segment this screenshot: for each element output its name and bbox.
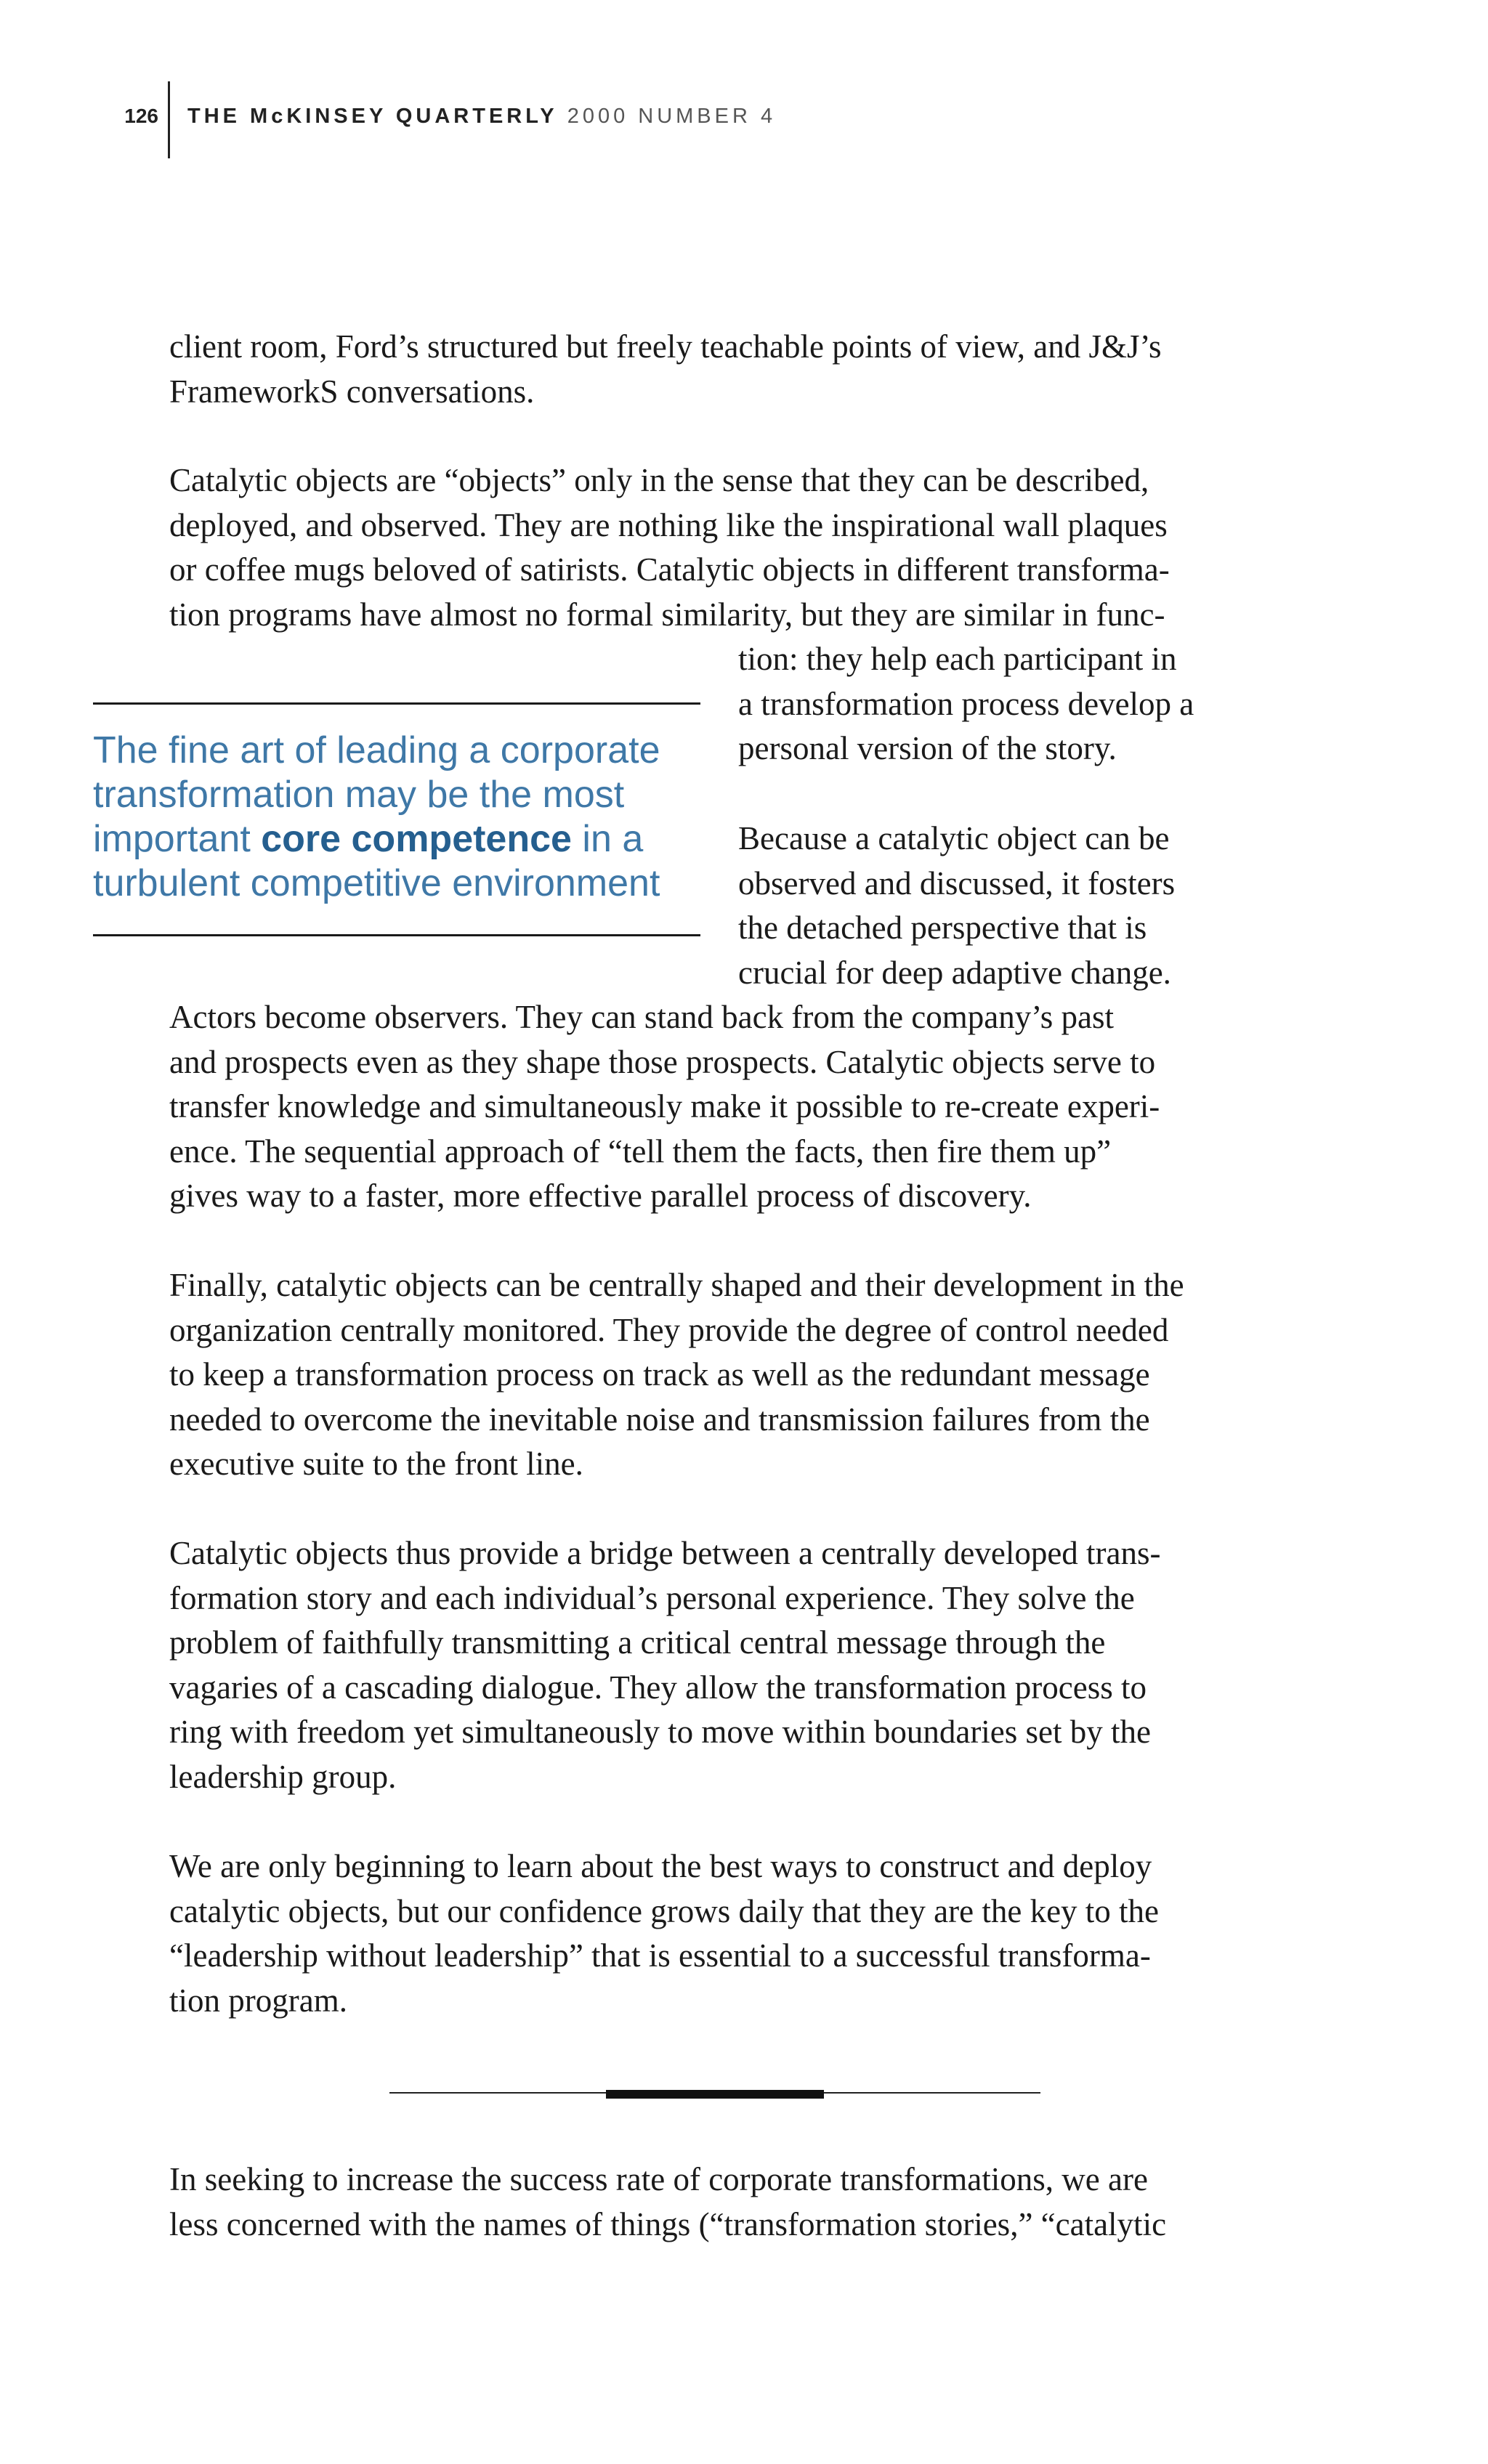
text-line: and prospects even as they shape those prospects. Catalytic objects serve to <box>169 1043 1156 1080</box>
page-number: 126 <box>124 105 158 127</box>
pull-quote <box>93 702 700 936</box>
text-line: “leadership without leadership” that is essential to a successful transforma- <box>169 1937 1151 1974</box>
text-line: formation story and each individual’s personal experience. They solve the <box>169 1579 1135 1616</box>
text-line: executive suite to the front line. <box>169 1446 583 1482</box>
pull-quote-fragment: in a <box>571 818 644 860</box>
text-line: to keep a transformation process on track as well as the redundant message <box>169 1356 1150 1393</box>
text-line: needed to overcome the inevitable noise and transmission failures from the <box>169 1401 1150 1438</box>
text-line: tion program. <box>169 1982 347 2019</box>
text-line: Because a catalytic object can be <box>738 820 1170 856</box>
text-line: ence. The sequential approach of “tell them the facts, then fire them up” <box>169 1132 1112 1170</box>
text-line: ring with freedom yet simultaneously to move within boundaries set by the <box>169 1714 1152 1750</box>
text-line: gives way to a faster, more effective parallel process of discovery. <box>169 1178 1032 1214</box>
pull-quote-emphasis: core competence <box>261 818 572 860</box>
section-divider <box>389 2090 1040 2099</box>
publication-name: THE McKINSEY QUARTERLY <box>187 105 558 128</box>
issue-label: 2000 NUMBER 4 <box>557 105 777 128</box>
divider-thick-bar <box>606 2090 824 2099</box>
text-line: personal version of the story. <box>738 730 1117 766</box>
pull-quote-bottom-rule <box>93 934 700 936</box>
text-line: deployed, and observed. They are nothing like the inspirational wall plaques <box>169 506 1168 543</box>
text-line: observed and discussed, it fosters <box>738 864 1176 901</box>
text-line: problem of faithfully transmitting a critical central message through the <box>169 1624 1106 1661</box>
text-line: FrameworkS conversations. <box>169 373 535 410</box>
text-line: Actors become observers. They can stand back from the company’s past <box>169 999 1115 1035</box>
text-line: catalytic objects, but our confidence grows daily that they are the key to the <box>169 1892 1160 1929</box>
paragraph-5 <box>169 1531 1274 1799</box>
pull-quote-line: turbulent competitive environment <box>93 862 660 904</box>
pull-quote-top-rule <box>93 702 700 705</box>
text-line: vagaries of a cascading dialogue. They allow the transformation process to <box>169 1669 1147 1706</box>
paragraph-3-wrap <box>738 816 1276 995</box>
paragraph-7 <box>169 2157 1274 2247</box>
text-line: or coffee mugs beloved of satirists. Catalytic objects in different transforma- <box>169 551 1170 588</box>
header-divider <box>168 81 170 158</box>
text-line: crucial for deep adaptive change. <box>738 954 1171 991</box>
text-line: a transformation process develop a <box>738 685 1194 722</box>
text-line: tion programs have almost no formal similarity, but they are similar in func- <box>169 596 1165 633</box>
text-line: tion: they help each participant in <box>738 641 1177 677</box>
pull-quote-line: The fine art of leading a corporate <box>93 729 660 771</box>
pull-quote-fragment: important <box>93 818 262 860</box>
text-line: organization centrally monitored. They provide the degree of control needed <box>169 1311 1169 1348</box>
text-line: transfer knowledge and simultaneously make it possible to re-create experi- <box>169 1088 1160 1124</box>
paragraph-1 <box>169 325 1274 414</box>
text-line: Finally, catalytic objects can be centrally shaped and their development in the <box>169 1267 1184 1303</box>
text-line: client room, Ford’s structured but freely teachable points of view, and J&J’s <box>169 328 1162 365</box>
paragraph-3 <box>169 995 1274 1219</box>
pull-quote-text <box>93 729 700 906</box>
text-line: Catalytic objects are “objects” only in the sense that they can be described, <box>169 462 1149 498</box>
text-line: Catalytic objects thus provide a bridge between a centrally developed trans- <box>169 1535 1161 1571</box>
pull-quote-line: transformation may be the most <box>93 774 625 816</box>
paragraph-2-wrap <box>738 637 1276 771</box>
text-line: In seeking to increase the success rate of corporate transformations, we are <box>169 2161 1148 2197</box>
text-line: leadership group. <box>169 1758 397 1795</box>
page-header <box>0 80 1488 167</box>
text-line: We are only beginning to learn about the best ways to construct and deploy <box>169 1848 1152 1884</box>
text-line: less concerned with the names of things (“transformation stories,” “catalytic <box>169 2205 1167 2242</box>
paragraph-4 <box>169 1263 1274 1487</box>
text-line: the detached perspective that is <box>738 909 1147 946</box>
running-head <box>187 105 776 129</box>
pull-quote-line <box>93 817 700 862</box>
paragraph-6 <box>169 1844 1274 2023</box>
paragraph-2 <box>169 458 1274 637</box>
